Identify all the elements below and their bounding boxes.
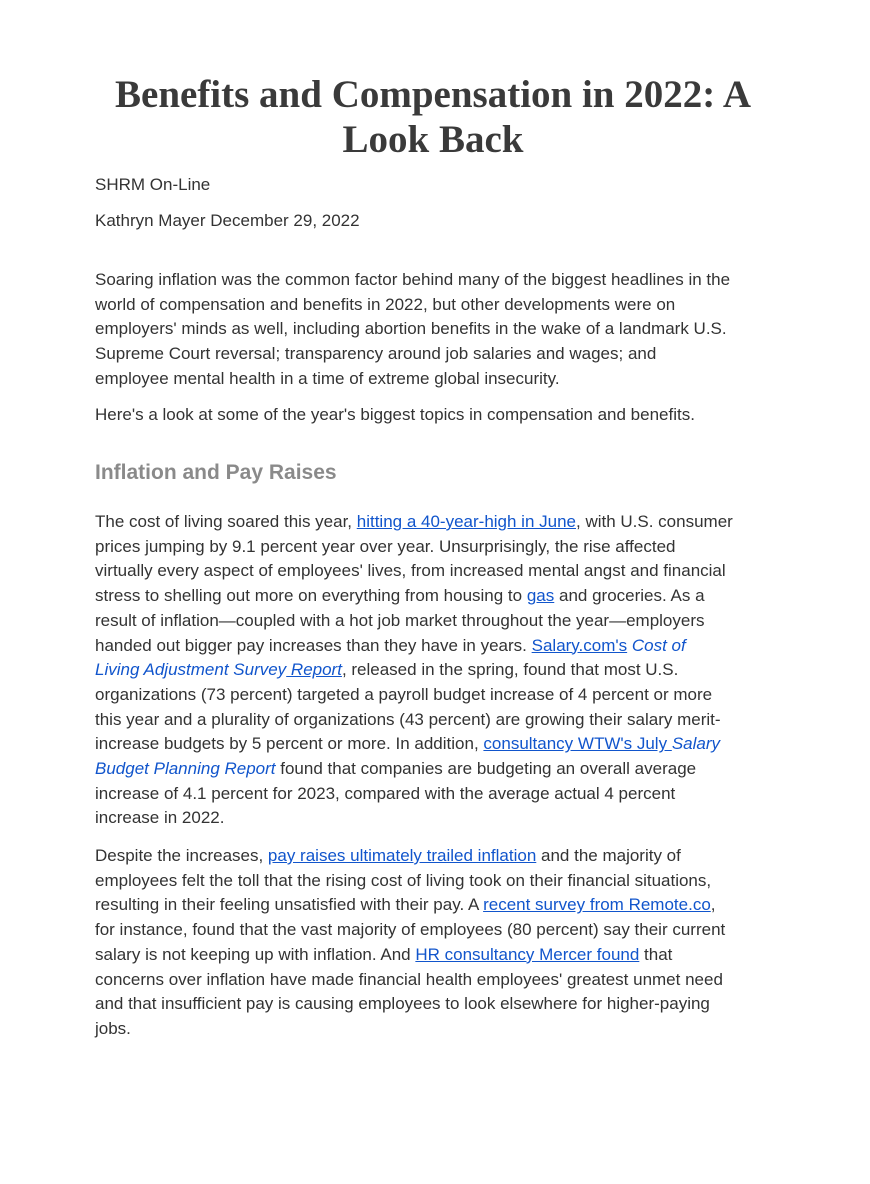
article-title-line-1: Benefits and Compensation in 2022: A bbox=[115, 73, 751, 116]
article-source: SHRM On-Line bbox=[95, 175, 211, 194]
text-run: found that companies are budgeting an overall average bbox=[275, 759, 697, 779]
intro-line: world of compensation and benefits in 2022, but other developments were on bbox=[95, 294, 676, 314]
paragraph-line bbox=[95, 757, 775, 782]
text-run: and groceries. As a bbox=[554, 586, 705, 606]
paragraph-line bbox=[95, 893, 775, 918]
text-run: , with U.S. consumer bbox=[576, 512, 733, 531]
section-heading-inflation: Inflation and Pay Raises bbox=[95, 461, 337, 484]
text-run: , bbox=[710, 895, 716, 915]
report-title-italic: Budget Planning Report bbox=[95, 759, 276, 779]
text-run: handed out bigger pay increases than they have in years. bbox=[95, 635, 532, 655]
paragraph-line: prices jumping by 9.1 percent year over year. Unsurprisingly, the rise affected bbox=[95, 536, 676, 556]
text-run: and the majority of bbox=[536, 846, 681, 865]
intro-line: employers' minds as well, including abortion benefits in the wake of a landmark U.S. bbox=[95, 319, 727, 339]
intro-line: Supreme Court reversal; transparency around job salaries and wages; and bbox=[95, 344, 657, 364]
report-title-italic: Living Adjustment Survey bbox=[95, 660, 287, 680]
paragraph-line: for instance, found that the vast majority of employees (80 percent) say their current bbox=[95, 920, 726, 940]
text-run: The cost of living soared this year, bbox=[95, 512, 357, 531]
link-mercer-found[interactable]: HR consultancy Mercer found bbox=[415, 944, 640, 964]
article-title bbox=[88, 72, 778, 162]
link-pay-raises-trailed[interactable]: pay raises ultimately trailed inflation bbox=[267, 846, 537, 865]
article-byline: Kathryn Mayer December 29, 2022 bbox=[95, 211, 360, 230]
link-gas[interactable]: gas bbox=[526, 586, 555, 606]
paragraph-line bbox=[95, 634, 775, 659]
report-title-italic: Salary bbox=[671, 734, 720, 754]
paragraph-line: this year and a plurality of organizations (43 percent) are growing their salary merit- bbox=[95, 709, 721, 729]
link-survey-report[interactable]: Report bbox=[286, 660, 342, 680]
paragraph-line bbox=[95, 584, 775, 609]
inflation-paragraph-2 bbox=[95, 844, 775, 1042]
text-run: resulting in their feeling unsatisfied with their pay. A bbox=[95, 895, 484, 915]
paragraph-line: organizations (73 percent) targeted a payroll budget increase of 4 percent or more bbox=[95, 684, 713, 704]
text-run: Despite the increases, bbox=[95, 846, 268, 865]
lookahead-line: Here's a look at some of the year's biggest topics in compensation and benefits. bbox=[95, 405, 695, 424]
intro-line: Soaring inflation was the common factor behind many of the biggest headlines in the bbox=[95, 270, 731, 289]
link-salary-com[interactable]: Salary.com's bbox=[531, 635, 628, 655]
paragraph-line: concerns over inflation have made financial health employees' greatest unmet need bbox=[95, 969, 723, 989]
paragraph-line: jobs. bbox=[95, 1018, 131, 1038]
lookahead-paragraph bbox=[95, 403, 775, 428]
paragraph-line bbox=[95, 510, 775, 535]
text-run: increase budgets by 5 percent or more. In addition, bbox=[95, 734, 484, 754]
report-title-italic: Cost of bbox=[631, 635, 686, 655]
paragraph-line bbox=[95, 943, 775, 968]
text-run: stress to shelling out more on everything from housing to bbox=[95, 586, 527, 606]
paragraph-line: virtually every aspect of employees' lives, from increased mental angst and financial bbox=[95, 561, 726, 581]
paragraph-line bbox=[95, 844, 775, 869]
paragraph-line: and that insufficient pay is causing employees to look elsewhere for higher-paying bbox=[95, 994, 710, 1014]
intro-line: employee mental health in a time of extreme global insecurity. bbox=[95, 368, 560, 388]
link-remote-co-survey[interactable]: recent survey from Remote.co bbox=[483, 895, 711, 915]
paragraph-line bbox=[95, 732, 775, 757]
paragraph-line bbox=[95, 658, 775, 683]
text-run: , released in the spring, found that most U.S. bbox=[341, 660, 679, 680]
link-40-year-high[interactable]: hitting a 40-year-high in June bbox=[356, 512, 576, 531]
paragraph-line: result of inflation—coupled with a hot job market throughout the year—employers bbox=[95, 610, 705, 630]
paragraph-line: increase in 2022. bbox=[95, 808, 225, 828]
paragraph-line: employees felt the toll that the rising cost of living took on their financial situations, bbox=[95, 870, 712, 890]
text-run: that bbox=[639, 944, 673, 964]
paragraph-line: increase of 4.1 percent for 2023, compared with the average actual 4 percent bbox=[95, 783, 676, 803]
text-run: salary is not keeping up with inflation. And bbox=[95, 944, 416, 964]
link-wtw-consultancy[interactable]: consultancy WTW's July bbox=[483, 734, 672, 754]
intro-paragraph bbox=[95, 268, 775, 392]
inflation-paragraph-1 bbox=[95, 510, 775, 831]
article-title-line-2: Look Back bbox=[342, 118, 524, 161]
